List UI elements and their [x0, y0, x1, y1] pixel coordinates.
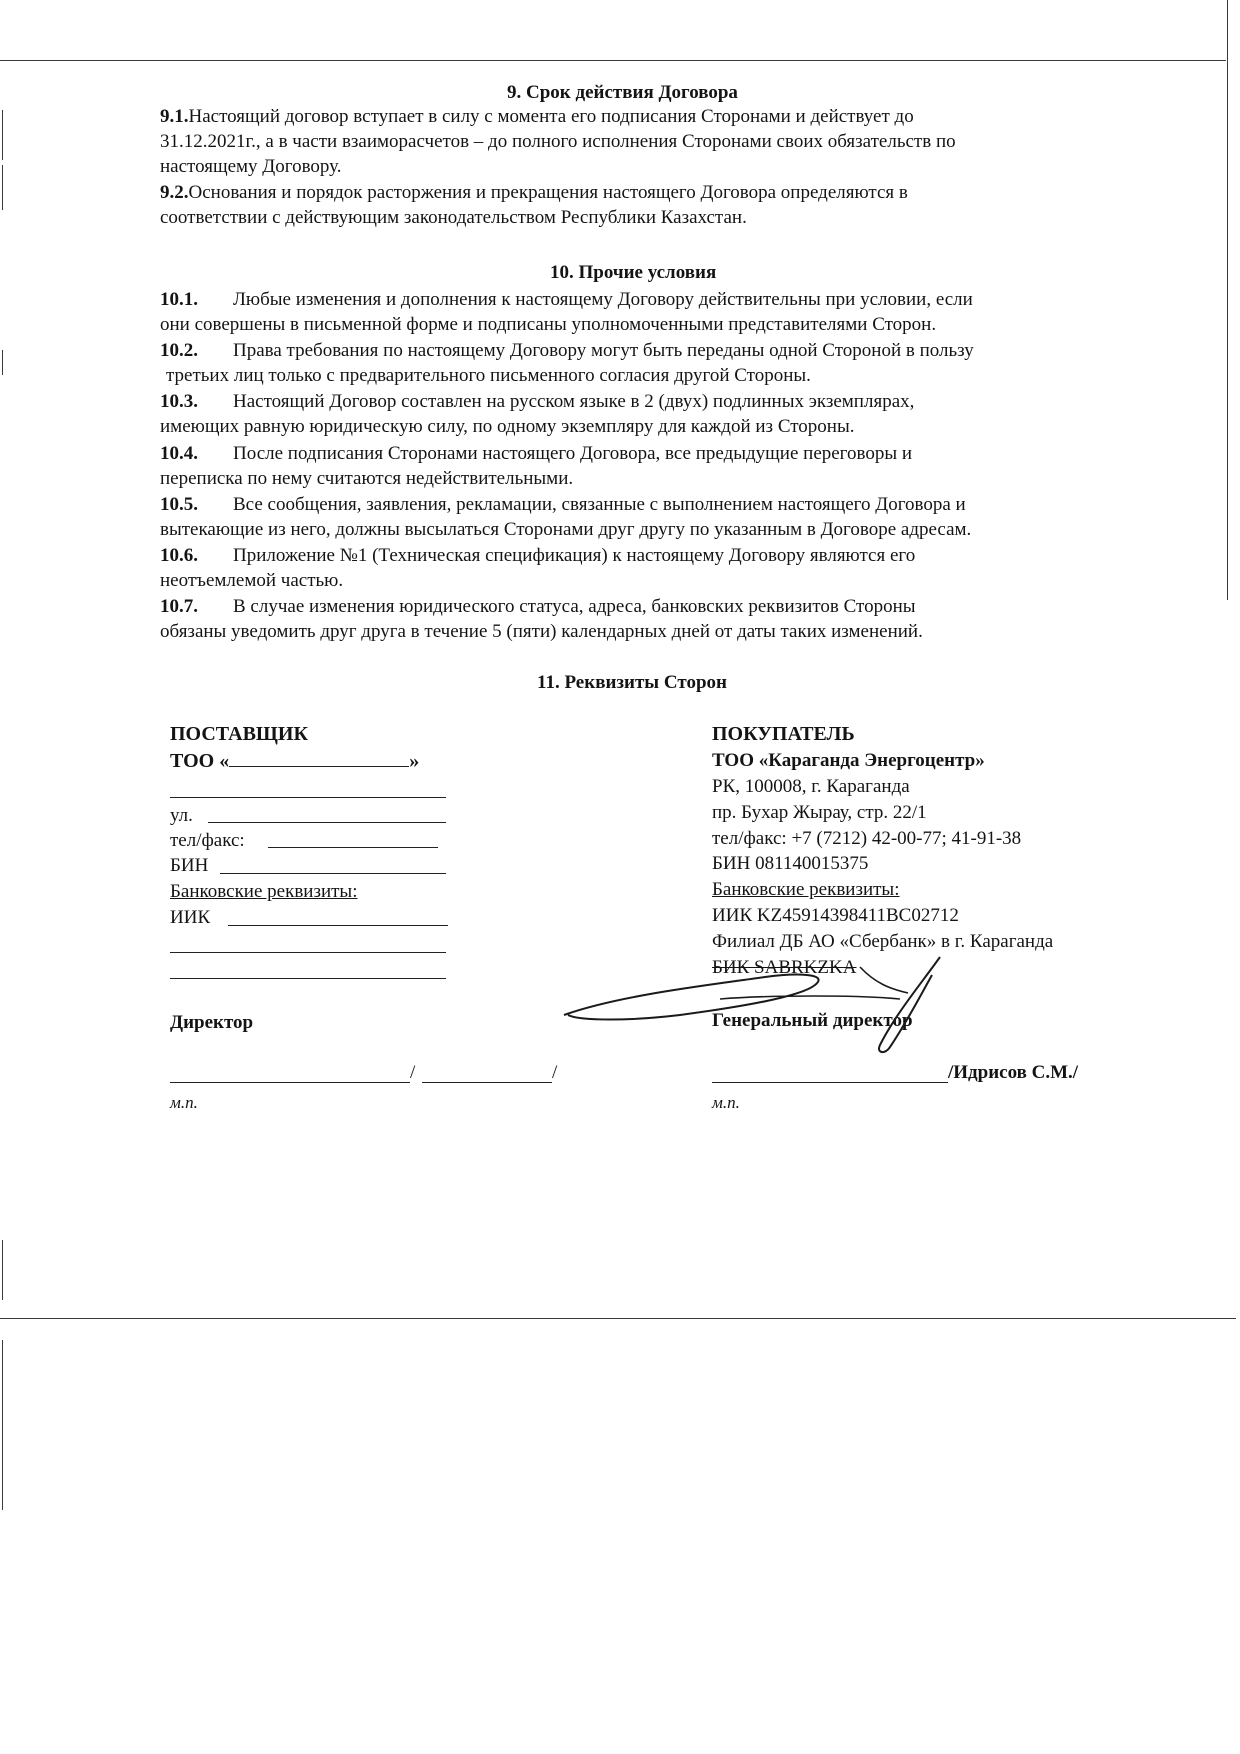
clause-10-7-line-2: обязаны уведомить друг друга в течение 5 (пяти) календарных дней от даты таких изменений. [160, 621, 923, 642]
supplier-signature-slash-2: / [552, 1062, 558, 1083]
supplier-bin-label: БИН [170, 855, 209, 876]
section-9-title: 9. Срок действия Договора [507, 82, 738, 103]
supplier-bank-line-2 [170, 952, 446, 953]
supplier-iik-line [228, 925, 448, 926]
supplier-company-prefix: ТОО « [170, 750, 230, 772]
buyer-company: ТОО «Караганда Энергоцентр» [712, 750, 985, 771]
clause-10-1-number: 10.1. [160, 289, 198, 310]
section-10-title: 10. Прочие условия [550, 262, 717, 283]
clause-10-5-number: 10.5. [160, 494, 198, 515]
supplier-company-blank [229, 748, 409, 767]
buyer-bin: БИН 081140015375 [712, 853, 869, 874]
buyer-iik: ИИК KZ45914398411BC02712 [712, 905, 959, 926]
buyer-stamp-label: м.п. [712, 1093, 740, 1112]
supplier-street-label: ул. [170, 805, 193, 826]
clause-10-5-line-2: вытекающие из него, должны высылаться Сторонами друг другу по указанным в Договоре адресам. [160, 519, 972, 540]
clause-9-1-line-2: 31.12.2021г., а в части взаиморасчетов – до полного исполнения Сторонами своих обязательств по [160, 131, 956, 152]
clause-9-1-number: 9.1. [160, 106, 189, 127]
clause-10-3-line-2: имеющих равную юридическую силу, по одному экземпляру для каждой из Стороны. [160, 416, 855, 437]
clause-10-2-number: 10.2. [160, 340, 198, 361]
clause-9-2-line-2: соответствии с действующим законодательством Республики Казахстан. [160, 207, 747, 228]
clause-9-1-text: Настоящий договор вступает в силу с момента его подписания Сторонами и действует до [188, 106, 914, 127]
section-11-title: 11. Реквизиты Сторон [537, 672, 727, 693]
scan-left-mark-4 [2, 1240, 3, 1300]
supplier-signature-slash-1: / [410, 1062, 416, 1083]
buyer-address-2: пр. Бухар Жырау, стр. 22/1 [712, 802, 927, 823]
clause-10-1-text: Любые изменения и дополнения к настоящему Договору действительны при условии, если [233, 289, 973, 310]
buyer-phone: тел/факс: +7 (7212) 42-00-77; 41-91-38 [712, 828, 1022, 849]
clause-10-4-line-2: переписка по нему считаются недействительными. [160, 468, 574, 489]
supplier-phone-label: тел/факс: [170, 830, 245, 851]
supplier-bank-line-3 [170, 978, 446, 979]
clause-10-4-line-1 [160, 441, 912, 466]
clause-10-6-line-2: неотъемлемой частью. [160, 570, 344, 591]
scan-left-mark-1 [2, 110, 3, 160]
supplier-company-suffix: » [409, 750, 420, 772]
clause-10-2-line-1 [160, 338, 974, 363]
scan-right-edge [1227, 0, 1228, 600]
clause-10-4-text: После подписания Сторонами настоящего Договора, все предыдущие переговоры и [233, 443, 913, 464]
supplier-phone-line [268, 847, 438, 848]
buyer-signature-line [712, 1082, 948, 1083]
clause-10-2-line-2: третьих лиц только с предварительного письменного согласия другой Стороны. [166, 365, 811, 386]
buyer-signer-name: /Идрисов С.М./ [948, 1062, 1079, 1083]
supplier-street-line [208, 822, 446, 823]
clause-9-2-text: Основания и порядок расторжения и прекращения настоящего Договора определяются в [188, 182, 908, 203]
supplier-bank-label: Банковские реквизиты: [170, 881, 358, 902]
clause-10-7-text: В случае изменения юридического статуса, адреса, банковских реквизитов Стороны [233, 596, 916, 617]
clause-10-1-line-1 [160, 287, 973, 312]
clause-9-1-line-1 [160, 104, 914, 129]
buyer-bank-label: Банковские реквизиты: [712, 879, 900, 900]
buyer-branch: Филиал ДБ АО «Сбербанк» в г. Караганда [712, 931, 1054, 952]
supplier-name-line [422, 1082, 552, 1083]
buyer-heading: ПОКУПАТЕЛЬ [712, 723, 855, 745]
clause-10-6-text: Приложение №1 (Техническая спецификация) к настоящему Договору являются его [233, 545, 916, 566]
clause-10-3-number: 10.3. [160, 391, 198, 412]
clause-9-1-line-3: настоящему Договору. [160, 156, 342, 177]
scan-left-mark-2 [2, 165, 3, 210]
supplier-company-line [170, 748, 419, 774]
clause-10-6-line-1 [160, 543, 915, 568]
supplier-company-underline [170, 797, 446, 798]
supplier-iik-label: ИИК [170, 907, 211, 928]
clause-10-2-text: Права требования по настоящему Договору могут быть переданы одной Стороной в пользу [233, 340, 974, 361]
clause-10-5-text: Все сообщения, заявления, рекламации, связанные с выполнением настоящего Договора и [233, 494, 966, 515]
clause-9-2-number: 9.2. [160, 182, 189, 203]
clause-10-7-line-1 [160, 594, 916, 619]
clause-10-3-line-1 [160, 389, 914, 414]
supplier-heading: ПОСТАВЩИК [170, 723, 308, 745]
supplier-signature-line [170, 1082, 410, 1083]
clause-10-3-text: Настоящий Договор составлен на русском языке в 2 (двух) подлинных экземплярах, [233, 391, 915, 412]
buyer-address-1: РК, 100008, г. Караганда [712, 776, 910, 797]
clause-10-1-line-2: они совершены в письменной форме и подписаны уполномоченными представителями Сторон. [160, 314, 937, 335]
handwritten-signature [560, 955, 960, 1065]
scan-left-mark-3 [2, 350, 3, 375]
clause-10-7-number: 10.7. [160, 596, 198, 617]
buyer-bik: БИК SABRKZKA [712, 957, 857, 978]
supplier-stamp-label: м.п. [170, 1093, 198, 1112]
scan-left-mark-5 [2, 1340, 3, 1510]
scan-top-line [0, 60, 1226, 61]
clause-10-6-number: 10.6. [160, 545, 198, 566]
clause-10-5-line-1 [160, 492, 966, 517]
buyer-signer-title: Генеральный директор [712, 1010, 913, 1031]
supplier-signer-title: Директор [170, 1012, 254, 1033]
supplier-bin-line [220, 873, 446, 874]
clause-9-2-line-1 [160, 180, 908, 205]
clause-10-4-number: 10.4. [160, 443, 198, 464]
scan-bottom-line [0, 1318, 1236, 1319]
